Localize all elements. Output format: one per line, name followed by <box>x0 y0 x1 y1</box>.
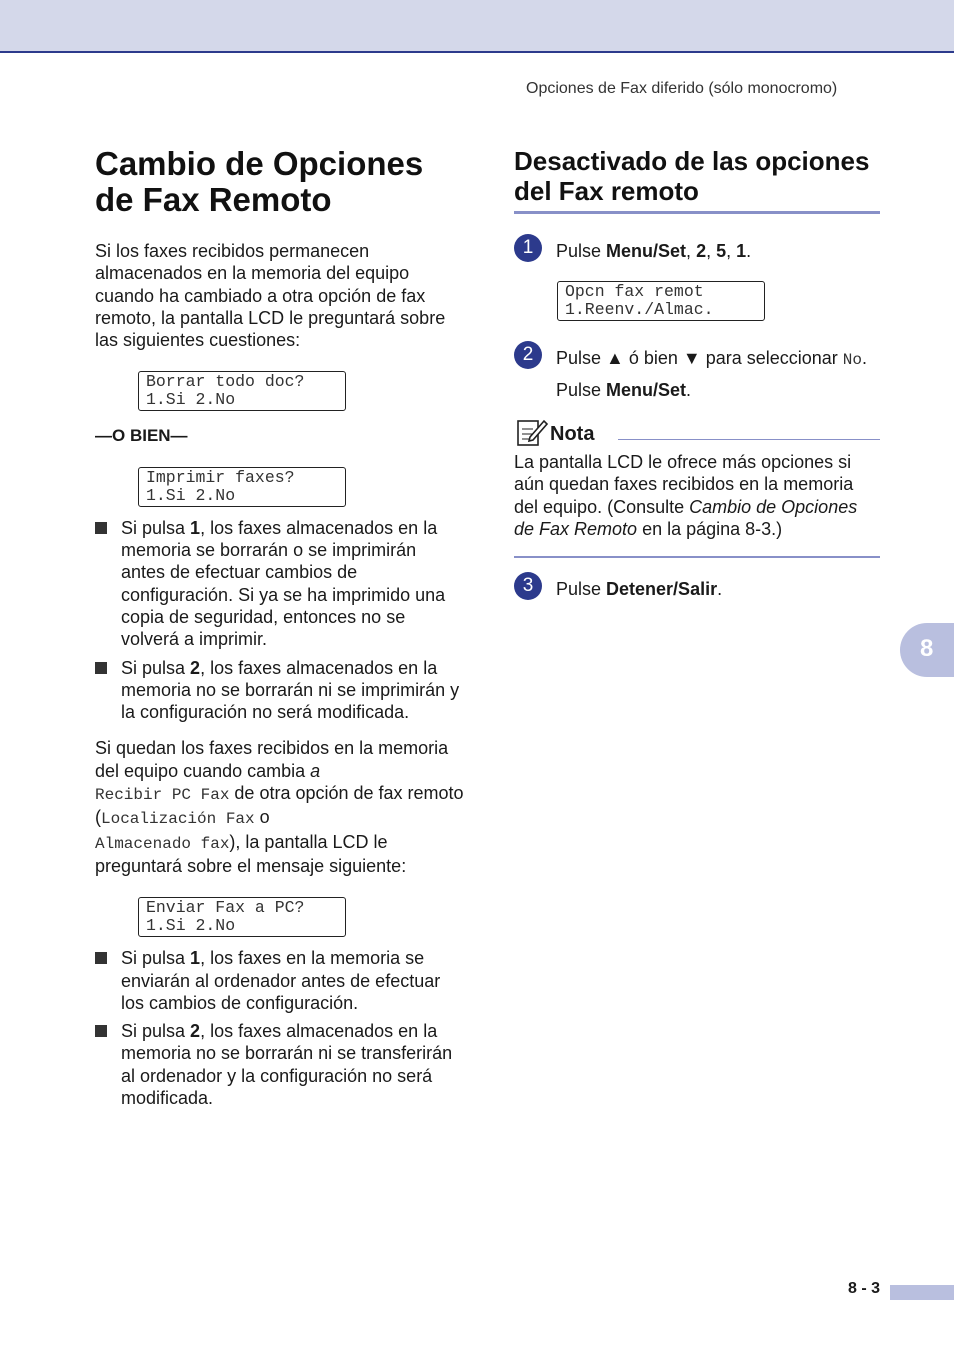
list-item: Si pulsa 1, los faxes en la memoria se enviarán al ordenador antes de efectuar los cambios de configuración. <box>95 947 465 1014</box>
chapter-number: 8 <box>920 635 934 662</box>
footer-bar <box>890 1285 954 1300</box>
bullet-list-options <box>95 517 465 724</box>
step-number-icon: 2 <box>514 341 542 369</box>
note-pencil-icon <box>516 417 548 447</box>
chapter-tab[interactable] <box>900 623 954 677</box>
bullet-square-icon <box>95 1025 107 1037</box>
list-item: Si pulsa 2, los faxes almacenados en la memoria no se borrarán ni se imprimirán y la configuración no será modificada. <box>95 657 465 724</box>
note-divider <box>618 439 880 440</box>
section-title: Cambio de Opciones de Fax Remoto <box>95 145 424 218</box>
left-column <box>95 140 465 1115</box>
note-title: Nota <box>550 423 595 445</box>
step-2: 2 Pulse ▲ ó bien ▼ para seleccionar No. Pulse Menu/Set. <box>514 347 880 401</box>
page-number: 8 - 3 <box>847 1280 880 1297</box>
lcd-display-borrar: Borrar todo doc? 1.Si 2.No <box>138 371 346 411</box>
lcd-display-enviar: Enviar Fax a PC? 1.Si 2.No <box>138 897 346 937</box>
bullet-square-icon <box>95 522 107 534</box>
intro-paragraph: Si los faxes recibidos permanecen almacenados en la memoria del equipo cuando ha cambiado a otra opción de fax remoto, la pantalla LCD le preguntará sobre las siguientes cuestiones: <box>95 241 446 351</box>
o-bien-separator: —O BIEN— <box>95 426 188 446</box>
step-3: 3 Pulse Detener/Salir. <box>514 578 880 600</box>
step-1: 1 Pulse Menu/Set, 2, 5, 1. <box>514 240 880 262</box>
right-column <box>514 140 880 600</box>
bullet-square-icon <box>95 952 107 964</box>
note-end-divider <box>514 556 880 558</box>
header-band <box>0 0 954 53</box>
pc-fax-paragraph: Si quedan los faxes recibidos en la memoria del equipo cuando cambia a Recibir PC Fax de otra opción de fax remoto (Localización Fax o Almacenado fax), la pantalla LCD le preguntará sobre el mensaje siguiente: <box>95 738 464 876</box>
list-item: Si pulsa 2, los faxes almacenados en la memoria no se borrarán ni se transferirán al ordenador y la configuración no será modificada. <box>95 1020 465 1109</box>
step-number-icon: 3 <box>514 572 542 600</box>
running-header: Opciones de Fax diferido (sólo monocromo) <box>526 80 838 97</box>
note-header <box>514 417 880 449</box>
list-item: Si pulsa 1, los faxes almacenados en la memoria se borrarán o se imprimirán antes de efectuar cambios de configuración. Si ya se ha imprimido una copia de seguridad, entonces no se volverá a imprimir. <box>95 517 465 651</box>
lcd-display-opcn: Opcn fax remot 1.Reenv./Almac. <box>557 281 765 321</box>
bullet-list-pc-fax <box>95 947 465 1109</box>
lcd-display-imprimir: Imprimir faxes? 1.Si 2.No <box>138 467 346 507</box>
bullet-square-icon <box>95 662 107 674</box>
subsection-title: Desactivado de las opciones del Fax remoto <box>514 146 880 214</box>
step-number-icon: 1 <box>514 234 542 262</box>
note-text: La pantalla LCD le ofrece más opciones si aún quedan faxes recibidos en la memoria del equipo. (Consulte Cambio de Opciones de Fax Remoto en la página 8-3.) <box>514 452 858 539</box>
